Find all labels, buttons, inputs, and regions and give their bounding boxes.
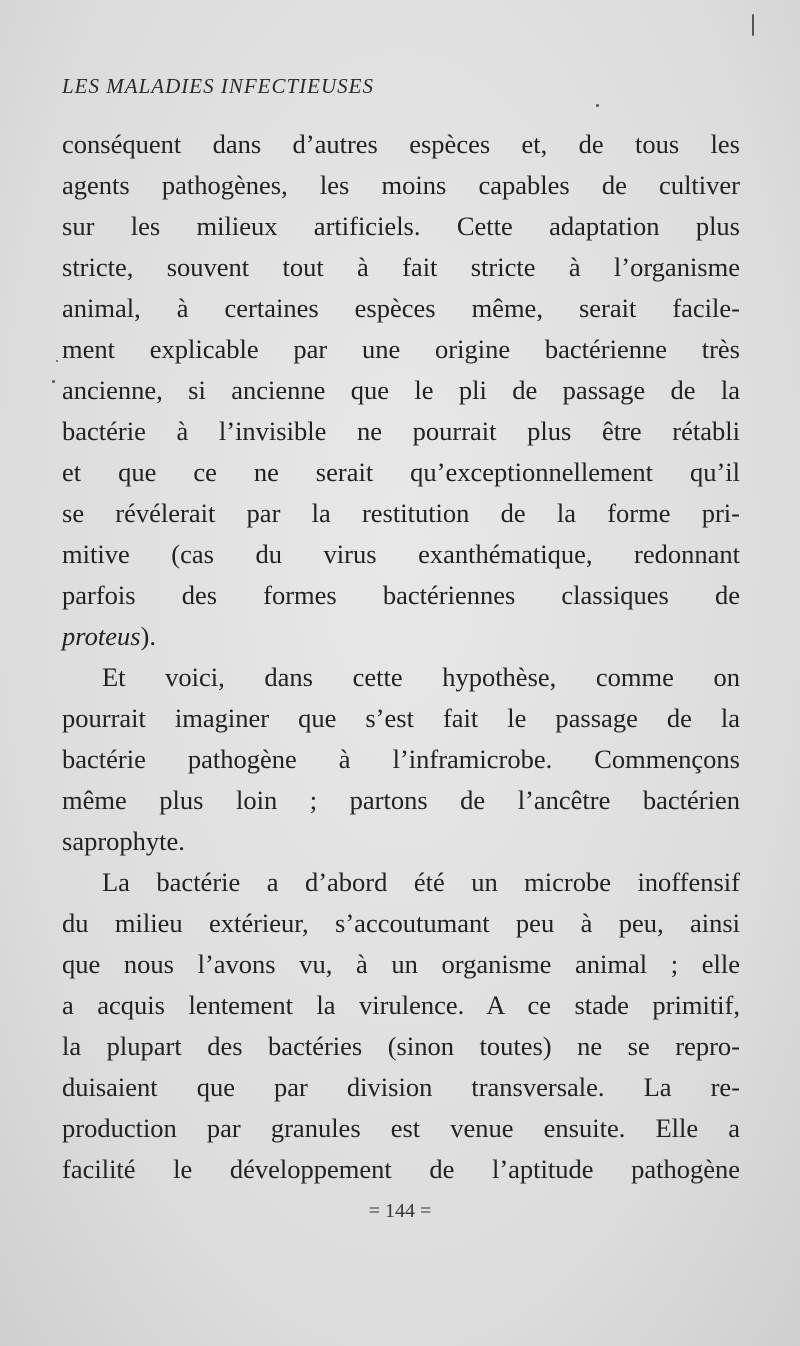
body-text (62, 124, 740, 1190)
text-line: ment explicable par une origine bactérienne très (62, 334, 740, 364)
text-line: duisaient que par division transversale. La re- (62, 1072, 740, 1102)
text-line: se révélerait par la restitution de la forme pri- (62, 498, 740, 528)
species-name: proteus (62, 621, 141, 651)
text-line: bactérie à l’invisible ne pourrait plus être rétabli (62, 416, 740, 446)
text-line: animal, à certaines espèces même, serait facile- (62, 293, 740, 323)
text-line: sur les milieux artificiels. Cette adaptation plus (62, 211, 740, 241)
text-line: et que ce ne serait qu’exceptionnellement qu’il (62, 457, 740, 487)
text-line: bactérie pathogène à l’inframicrobe. Commençons (62, 744, 740, 774)
text-line: saprophyte. (62, 826, 185, 856)
text-line: La bactérie a d’abord été un microbe inoffensif (102, 867, 740, 897)
page-number: = 144 = (368, 1200, 432, 1222)
running-head: LES MALADIES INFECTIEUSES (62, 74, 374, 98)
paper-speck (52, 380, 55, 383)
text-line: du milieu extérieur, s’accoutumant peu à peu, ainsi (62, 908, 740, 938)
text-line: parfois des formes bactériennes classiques de (62, 580, 740, 610)
text-line: facilité le développement de l’aptitude pathogène (62, 1154, 740, 1184)
text-line: conséquent dans d’autres espèces et, de tous les (62, 129, 740, 159)
text-line: agents pathogènes, les moins capables de cultiver (62, 170, 740, 200)
text-line: que nous l’avons vu, à un organisme animal ; elle (62, 949, 740, 979)
text-line: mitive (cas du virus exanthématique, redonnant (62, 539, 740, 569)
paper-speck (596, 104, 599, 107)
text-line (62, 616, 740, 657)
paper-speck (752, 14, 754, 36)
text-line: stricte, souvent tout à fait stricte à l’organisme (62, 252, 740, 282)
text-line: ancienne, si ancienne que le pli de passage de la (62, 375, 740, 405)
text-line: pourrait imaginer que s’est fait le passage de la (62, 703, 740, 733)
paper-speck (56, 360, 58, 362)
text-line: production par granules est venue ensuite. Elle a (62, 1113, 740, 1143)
line-tail: ). (140, 621, 156, 651)
text-line: la plupart des bactéries (sinon toutes) ne se repro- (62, 1031, 740, 1061)
text-line: a acquis lentement la virulence. A ce stade primitif, (62, 990, 740, 1020)
text-line: Et voici, dans cette hypothèse, comme on (102, 662, 740, 692)
text-line: même plus loin ; partons de l’ancêtre bactérien (62, 785, 740, 815)
